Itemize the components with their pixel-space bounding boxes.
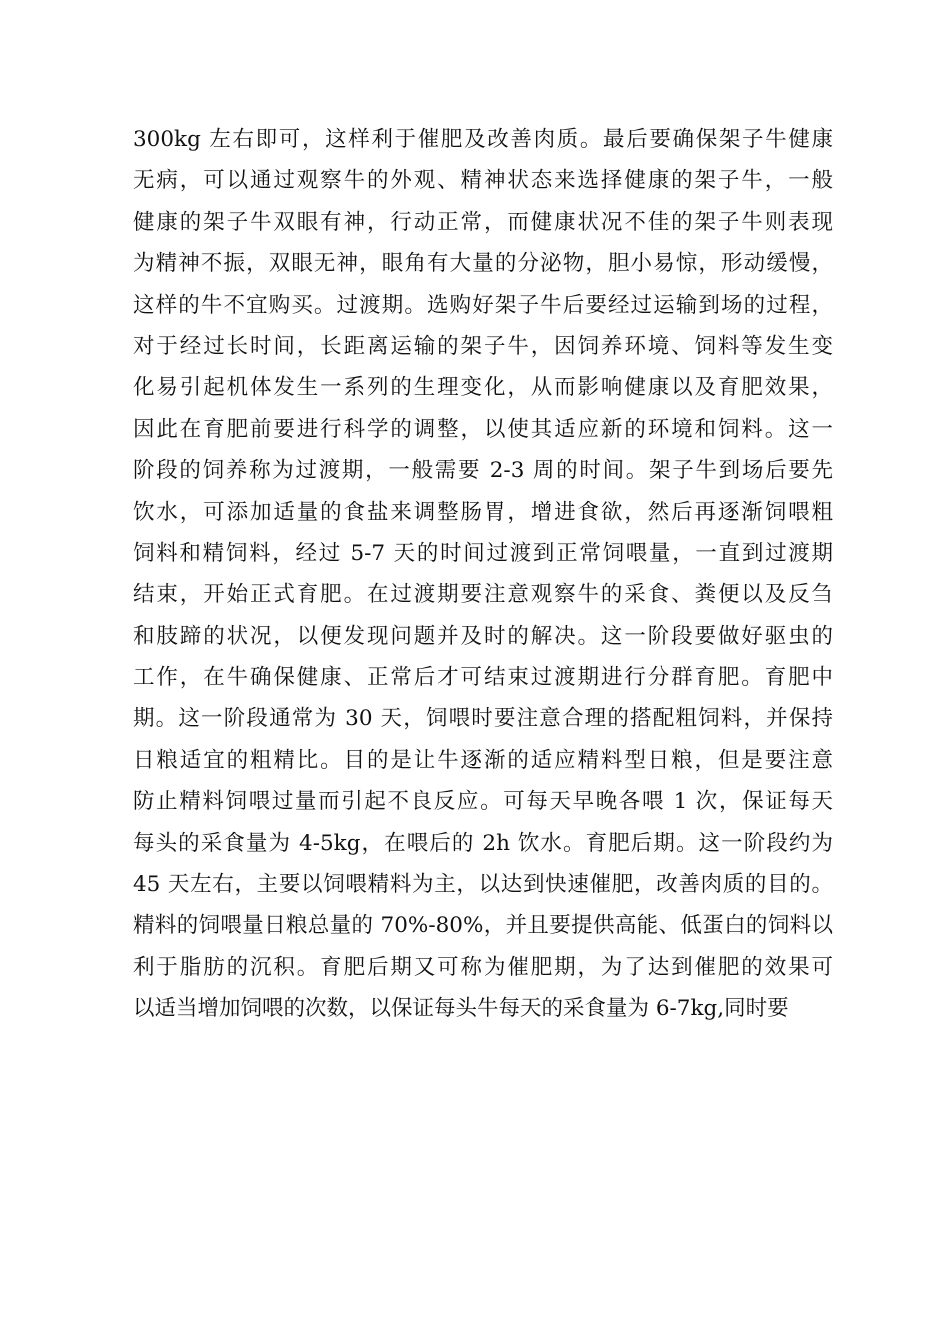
text-line-3: 健康的架子牛双眼有神，行动正常，而健康状况不佳的架子牛则表现 [133, 209, 833, 235]
text-line-14: 工作，在牛确保健康、正常后才可结束过渡期进行分群育肥。育肥中 [133, 665, 833, 691]
text-line-13: 和肢蹄的状况，以便发现问题并及时的解决。这一阶段要做好驱虫的 [133, 623, 833, 649]
text-line-10: 饮水，可添加适量的食盐来调整肠胃，增进食欲，然后再逐渐饲喂粗 [133, 499, 833, 525]
text-line-21: 利于脂肪的沉积。育肥后期又可称为催肥期，为了达到催肥的效果可 [133, 954, 833, 980]
text-line-2: 无病，可以通过观察牛的外观、精神状态来选择健康的架子牛，一般 [133, 168, 833, 194]
text-line-20: 精料的饲喂量日粮总量的 70%-80%，并且要提供高能、低蛋白的饲料以 [133, 913, 833, 939]
text-line-5: 这样的牛不宜购买。过渡期。选购好架子牛后要经过运输到场的过程， [133, 292, 833, 318]
text-line-6: 对于经过长时间，长距离运输的架子牛，因饲养环境、饲料等发生变 [133, 333, 833, 359]
text-line-7: 化易引起机体发生一系列的生理变化，从而影响健康以及育肥效果， [133, 375, 833, 401]
text-line-4: 为精神不振，双眼无神，眼角有大量的分泌物，胆小易惊，形动缓慢， [133, 251, 833, 277]
text-line-18: 每头的采食量为 4-5kg，在喂后的 2h 饮水。育肥后期。这一阶段约为 [133, 830, 833, 856]
text-line-11: 饲料和精饲料，经过 5-7 天的时间过渡到正常饲喂量，一直到过渡期 [133, 540, 833, 566]
text-line-16: 日粮适宜的粗精比。目的是让牛逐渐的适应精料型日粮，但是要注意 [133, 747, 833, 773]
text-line-8: 因此在育肥前要进行科学的调整，以使其适应新的环境和饲料。这一 [133, 416, 833, 442]
text-line-15: 期。这一阶段通常为 30 天，饲喂时要注意合理的搭配粗饲料，并保持 [133, 706, 833, 732]
text-line-12: 结束，开始正式育肥。在过渡期要注意观察牛的采食、粪便以及反刍 [133, 582, 833, 608]
text-line-17: 防止精料饲喂过量而引起不良反应。可每天早晚各喂 1 次，保证每天 [133, 789, 833, 815]
text-line-19: 45 天左右，主要以饲喂精料为主，以达到快速催肥，改善肉质的目的。 [133, 872, 833, 898]
text-line-1: 300kg 左右即可，这样利于催肥及改善肉质。最后要确保架子牛健康 [133, 127, 833, 152]
text-line-22: 以适当增加饲喂的次数，以保证每头牛每天的采食量为 6-7kg,同时要 [133, 996, 789, 1022]
body-text [133, 119, 833, 1030]
text-line-9: 阶段的饲养称为过渡期，一般需要 2-3 周的时间。架子牛到场后要先 [133, 458, 833, 484]
